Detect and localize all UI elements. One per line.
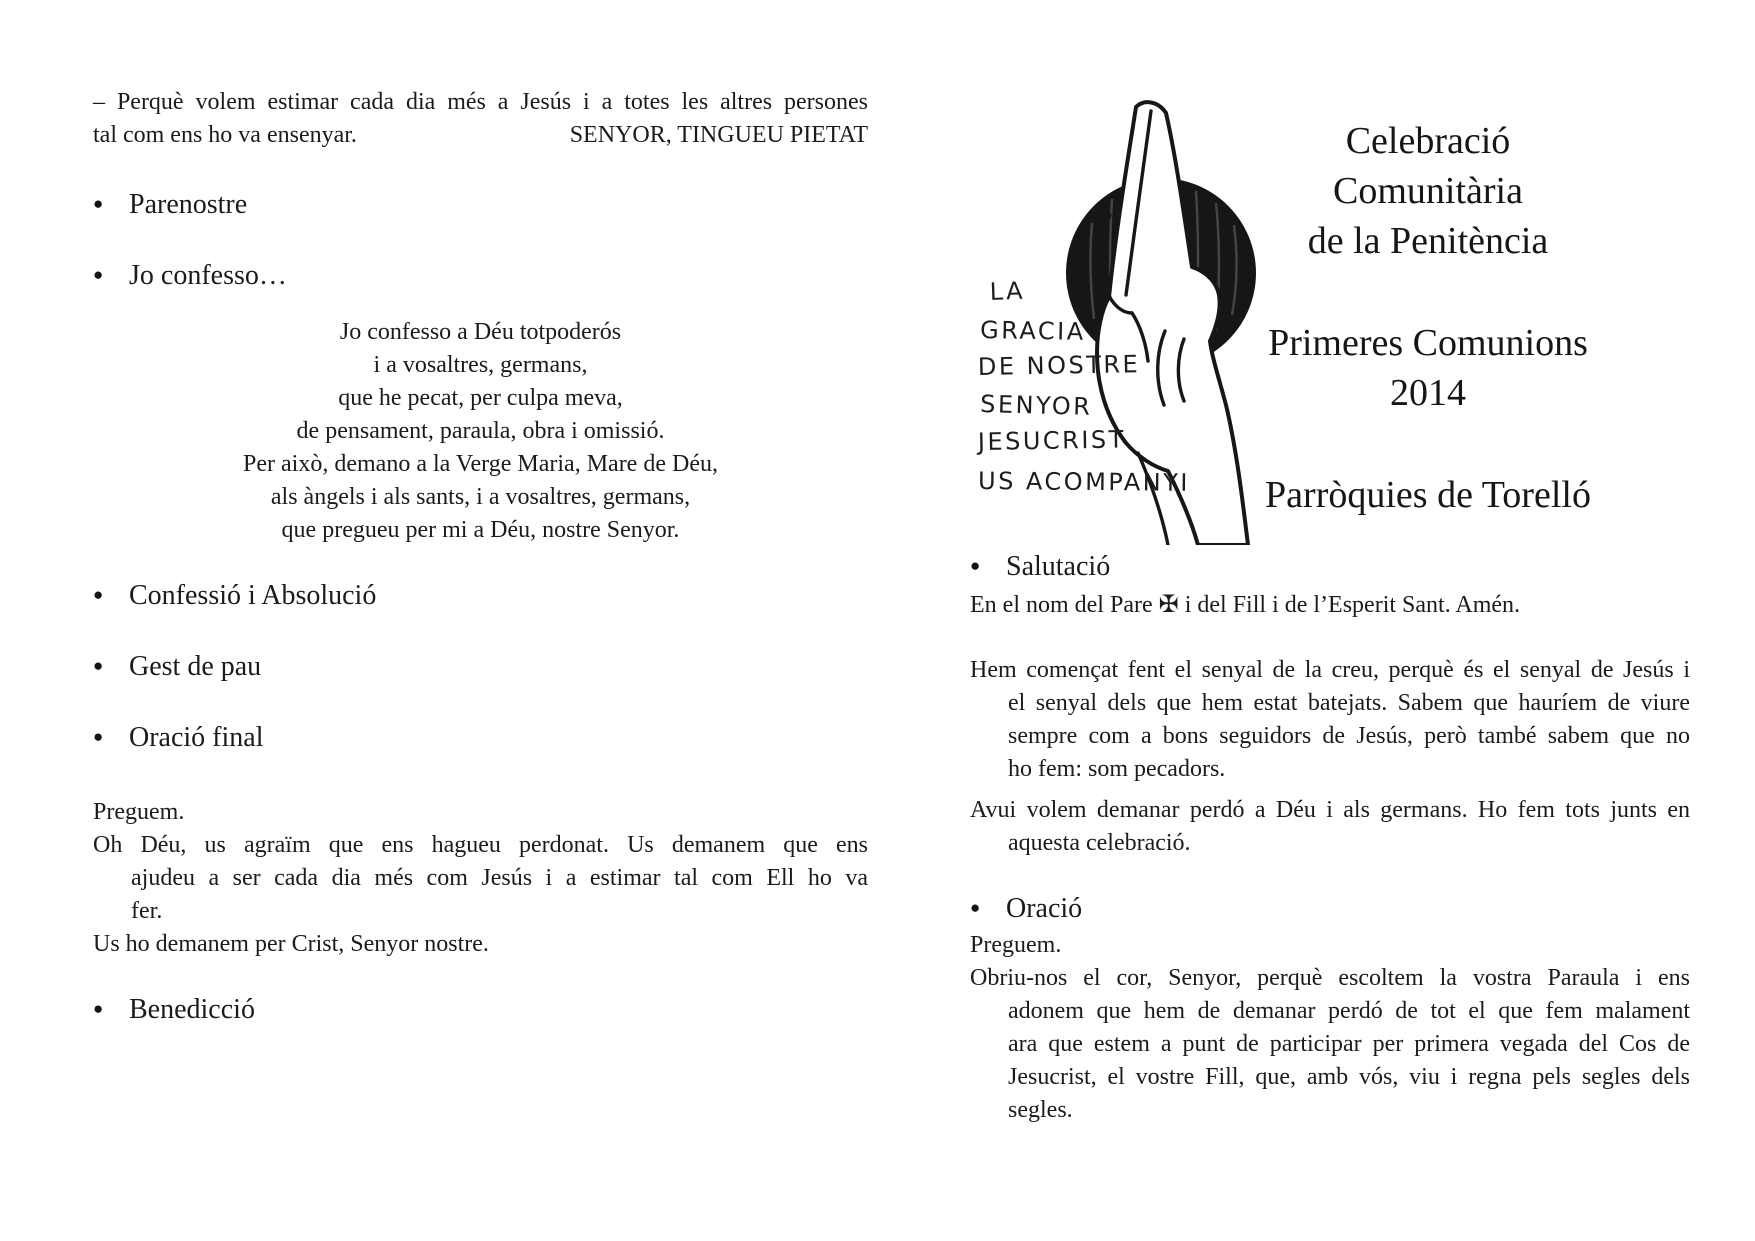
paragraph-line: Hem començat fent el senyal de la creu, perquè és el senyal de Jesús i [970,657,1690,683]
parishes-line: Parròquies de Torelló [1265,474,1591,516]
final-prayer [93,796,868,961]
oracio-prayer [970,929,1690,1127]
section-heading-label: Gest de pau [129,651,262,682]
confession-line: de pensament, paraula, obra i omissió. [296,418,665,444]
caption-line: US ACOMPANYI [977,467,1191,497]
section-heading-parenostre [93,186,868,223]
subtitle-first-communions [1166,318,1690,418]
bullet-icon: ● [93,265,104,284]
bullet-icon: ● [970,898,981,917]
salutacio-paragraph-2 [970,794,1690,860]
paragraph-line: aquesta celebració. [1008,830,1191,856]
prayer-line: segles. [1008,1097,1073,1123]
prayer-line: Obriu-nos el cor, Senyor, perquè escoltem la vostra Paraula i ens [970,965,1690,991]
prayer-line: Jesucrist, el vostre Fill, que, amb vós, viu i regna pels segles dels [1008,1064,1690,1090]
left-page [93,86,868,1028]
parishes-title [1166,470,1690,520]
prayer-line: fer. [131,898,163,924]
intro-line-1: – Perquè volem estimar cada dia més a Jesús i a totes les altres persones [93,89,868,115]
paragraph-line: Avui volem demanar perdó a Déu i als germans. Ho fem tots junts en [970,797,1690,823]
paragraph-line: sempre com a bons seguidors de Jesús, però també sabem que no [1008,723,1690,749]
section-heading-benediccio [93,991,868,1028]
paragraph-line: el senyal dels que hem estat batejats. Sabem que hauríem de viure [1008,690,1690,716]
prayer-line: ajudeu a ser cada dia més com Jesús i a estimar tal com Ell ho va [131,865,868,891]
bullet-icon: ● [970,556,981,575]
bullet-icon: ● [93,656,104,675]
intro-response-acclamation: SENYOR, TINGUEU PIETAT [569,122,868,148]
section-heading-salutacio [970,548,1690,585]
section-heading-label: Confessió i Absolució [129,580,377,611]
confession-line: que he pecat, per culpa meva, [338,385,623,411]
prayer-line: Oh Déu, us agraïm que ens hagueu perdonat. Us demanem que ens [93,832,868,858]
caption-line: GRACIA [979,316,1086,346]
section-heading-gest-de-pau [93,648,868,685]
section-heading-jo-confesso [93,257,868,294]
bullet-icon: ● [93,194,104,213]
caption-line: DE NOSTRE [977,350,1141,381]
subtitle-line: Primeres Comunions [1268,322,1588,364]
confession-line: que pregueu per mi a Déu, nostre Senyor. [281,517,680,543]
section-heading-label: Oració [1006,893,1083,924]
confession-line: Per això, demano a la Verge Maria, Mare de Déu, [243,451,718,477]
section-heading-label: Jo confesso… [129,260,287,291]
confession-prayer [93,316,868,547]
confession-line: Jo confesso a Déu totpoderós [339,319,622,345]
paragraph-line: ho fem: som pecadors. [1008,756,1226,782]
caption-line: SENYOR [979,390,1093,421]
section-heading-oracio [970,890,1690,927]
prayer-line: Us ho demanem per Crist, Senyor nostre. [93,931,489,957]
bullet-icon: ● [93,727,104,746]
title-line: Comunitària [1333,170,1523,212]
prayer-line: adonem que hem de demanar perdó de tot el que fem malament [1008,998,1690,1024]
right-page-body [970,548,1690,1127]
confession-line: als àngels i als sants, i a vosaltres, germans, [270,484,691,510]
invocation-line: En el nom del Pare ✠ i del Fill i de l’Esperit Sant. Amén. [970,592,1521,618]
intro-response [93,86,868,152]
caption-line: LA [989,276,1026,306]
title-line: Celebració [1345,120,1511,162]
intro-line-2 [93,119,868,152]
confession-line: i a vosaltres, germans, [373,352,588,378]
section-heading-label: Parenostre [129,189,248,220]
salutacio-paragraph-1 [970,654,1690,786]
section-heading-label: Salutació [1006,551,1111,582]
subtitle-year: 2014 [1390,372,1466,414]
bullet-icon: ● [93,585,104,604]
section-heading-label: Benedicció [129,994,255,1025]
title-line: de la Penitència [1307,220,1549,262]
prayer-line: ara que estem a punt de participar per primera vegada del Cos de [1008,1031,1690,1057]
section-heading-oracio-final [93,719,868,756]
section-heading-label: Oració final [129,722,264,753]
intro-line-2-left: tal com ens ho va ensenyar. [93,122,357,148]
bullet-icon: ● [93,999,104,1018]
caption-line: JESUCRIST [977,425,1127,456]
prayer-lead: Preguem. [93,799,185,825]
section-heading-confessio [93,577,868,614]
celebration-title [1166,116,1690,266]
prayer-lead: Preguem. [970,932,1062,958]
